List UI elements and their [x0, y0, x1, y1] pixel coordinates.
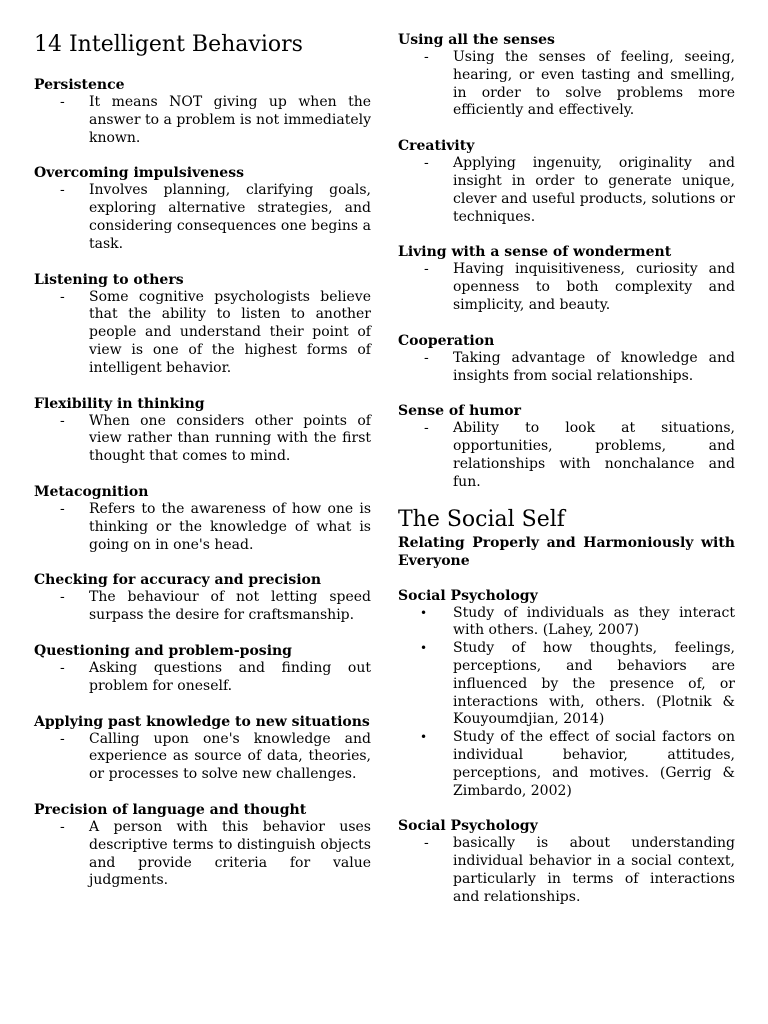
item-text: Involves planning, clarifying goals, exploring alternative strategies, and considering consequences one begins a task. — [89, 182, 371, 252]
section-metacognition — [34, 483, 371, 554]
item-text: Taking advantage of knowledge and insights from social relationships. — [453, 349, 735, 384]
dash-marker: - — [424, 49, 429, 65]
section-precision-language — [34, 801, 371, 890]
item-text: Study of the effect of social factors on individual behavior, attitudes, perceptions, and motives. (Gerrig & Zimbardo, 2002) — [453, 729, 735, 799]
dash-marker: - — [424, 155, 429, 172]
section-impulsiveness — [34, 164, 371, 253]
section-heading: Creativity — [398, 138, 475, 155]
section-humor — [398, 402, 735, 491]
item-text: Refers to the awareness of how one is thinking or the knowledge of what is going on in one's head. — [89, 500, 371, 553]
section-heading: Persistence — [34, 77, 125, 93]
list-item — [34, 413, 371, 466]
item-text: basically is about understanding individual behavior in a social context, particularly in terms of interactions and relationships. — [453, 835, 735, 905]
section-heading: Questioning and problem-posing — [34, 642, 292, 659]
section-past-knowledge — [34, 713, 371, 784]
section-social-psychology-summary — [398, 817, 735, 906]
dash-marker: - — [424, 835, 429, 852]
section-heading: Cooperation — [398, 332, 495, 349]
section-heading: Overcoming impulsiveness — [34, 165, 244, 182]
list-item — [34, 501, 371, 554]
dash-marker: - — [60, 94, 65, 110]
right-column — [398, 0, 735, 907]
section-social-psychology-definitions — [398, 587, 735, 801]
section-heading: Applying past knowledge to new situations — [34, 713, 370, 730]
list-item — [34, 289, 371, 378]
dash-marker: - — [60, 412, 65, 429]
section-heading: Social Psychology — [398, 818, 538, 835]
item-text: Calling upon one's knowledge and experience as source of data, theories, or processes to solve new challenges. — [89, 730, 371, 783]
list-item — [398, 261, 735, 314]
left-column — [34, 0, 371, 890]
bullet-marker: • — [420, 730, 428, 745]
list-item — [398, 155, 735, 226]
item-text: A person with this behavior uses descriptive terms to distinguish objects and provide criteria for value judgments. — [89, 818, 371, 889]
bullet-marker: • — [420, 641, 428, 656]
section-heading: Checking for accuracy and precision — [34, 572, 322, 589]
section-heading: Living with a sense of wonderment — [398, 244, 672, 261]
section-cooperation — [398, 332, 735, 386]
bullet-marker: • — [420, 605, 428, 620]
dash-marker: - — [424, 261, 429, 278]
item-text: Study of individuals as they interact with others. (Lahey, 2007) — [453, 604, 735, 639]
dash-marker: - — [424, 349, 429, 366]
page-title: 14 Intelligent Behaviors — [34, 32, 303, 57]
list-item — [34, 731, 371, 784]
list-item — [34, 94, 371, 147]
dash-marker: - — [60, 500, 65, 517]
list-item — [398, 420, 735, 491]
list-item — [34, 819, 371, 890]
list-item — [398, 605, 735, 641]
dash-marker: - — [60, 182, 65, 199]
section-heading: Metacognition — [34, 483, 149, 500]
list-item — [398, 640, 735, 729]
item-text: Study of how thoughts, feelings, perceptions, and behaviors are influenced by the presence of, or interactions with, others. (Plotnik & Kouyoumdjian, 2014) — [453, 640, 735, 728]
section-questioning — [34, 642, 371, 696]
section-heading: Listening to others — [34, 271, 184, 288]
social-self-title: The Social Self — [398, 506, 565, 532]
dash-marker: - — [60, 818, 65, 835]
section-creativity — [398, 137, 735, 226]
dash-marker: - — [60, 659, 65, 676]
section-persistence — [34, 76, 371, 147]
social-self-subtitle: Relating Properly and Harmoniously with Everyone — [398, 534, 735, 569]
section-heading: Precision of language and thought — [34, 801, 307, 818]
list-item — [398, 835, 735, 906]
section-flexibility — [34, 395, 371, 466]
section-senses — [398, 31, 735, 120]
section-wonderment — [398, 243, 735, 314]
section-heading: Flexibility in thinking — [34, 395, 205, 412]
list-item — [34, 589, 371, 625]
list-item — [34, 182, 371, 253]
list-item — [398, 49, 735, 120]
item-text: It means NOT giving up when the answer to a problem is not immediately known. — [89, 94, 371, 146]
list-item — [34, 660, 371, 696]
list-item — [398, 729, 735, 800]
item-text: Having inquisitiveness, curiosity and openness to both complexity and simplicity, and beauty. — [453, 261, 735, 313]
dash-marker: - — [60, 589, 65, 606]
item-text: The behaviour of not letting speed surpass the desire for craftsmanship. — [89, 589, 371, 624]
dash-marker: - — [60, 288, 65, 305]
section-listening — [34, 271, 371, 378]
section-heading: Sense of humor — [398, 403, 521, 420]
dash-marker: - — [424, 420, 429, 437]
item-text: Using the senses of feeling, seeing, hearing, or even tasting and smelling, in order to solve problems more efficiently and effectively. — [453, 49, 735, 119]
section-heading: Using all the senses — [398, 32, 555, 48]
section-heading: Social Psychology — [398, 587, 538, 604]
item-text: Ability to look at situations, opportunities, problems, and relationships with nonchalance and fun. — [453, 420, 735, 490]
dash-marker: - — [60, 730, 65, 747]
item-text: Asking questions and finding out problem for oneself. — [89, 659, 371, 694]
item-text: Some cognitive psychologists believe that the ability to listen to another people and understand their point of view is one of the highest forms of intelligent behavior. — [89, 288, 371, 376]
section-accuracy — [34, 571, 371, 625]
list-item — [398, 350, 735, 386]
item-text: When one considers other points of view rather than running with the first thought that comes to mind. — [89, 412, 371, 465]
item-text: Applying ingenuity, originality and insight in order to generate unique, clever and useful products, solutions or techniques. — [453, 155, 735, 225]
